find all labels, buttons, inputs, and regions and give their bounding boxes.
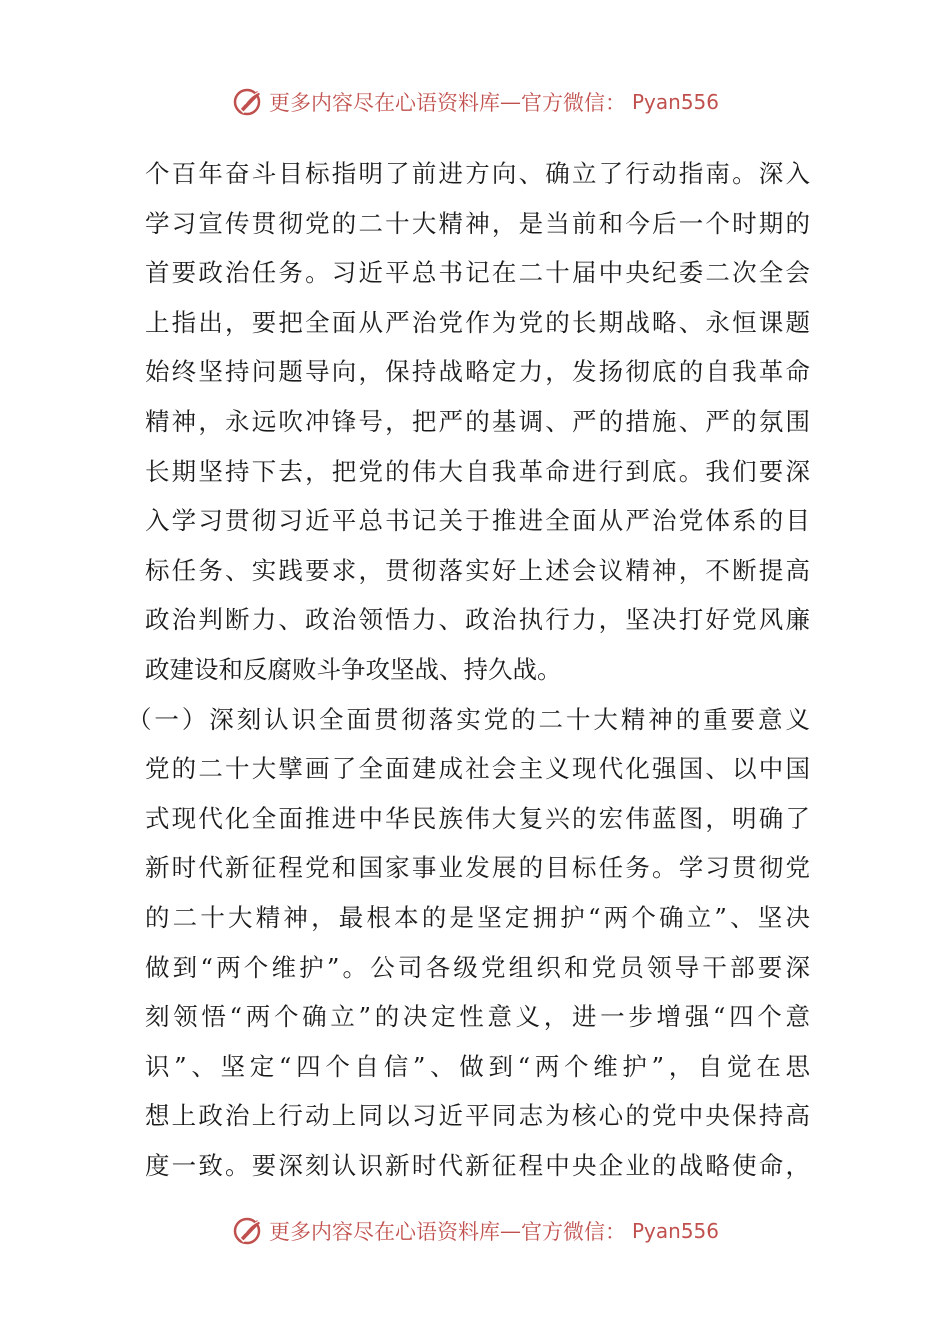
body-line: 上指出，要把全面从严治党作为党的长期战略、永恒课题 [145,307,810,337]
wechat-label: 官方微信： [520,1220,626,1244]
body-line: 新时代新征程党和国家事业发展的目标任务。学习贯彻党 [145,853,810,883]
quill-logo-icon [231,85,265,119]
body-line: 的二十大精神，最根本的是坚定拥护“两个确立”、坚决 [145,902,810,932]
body-line: 党的二十大擘画了全面建成社会主义现代化强国、以中国 [145,754,810,784]
body-line: 入学习贯彻习近平总书记关于推进全面从严治党体系的目 [145,506,810,536]
body-line: 标任务、实践要求，贯彻落实好上述会议精神，不断提高 [145,555,810,585]
body-line: 首要政治任务。习近平总书记在二十届中央纪委二次全会 [145,258,810,288]
brand-dash: — [499,1219,521,1243]
section-heading: （一）深刻认识全面贯彻落实党的二十大精神的重要意义 [127,704,810,734]
body-line: 想上政治上行动上同以习近平同志为核心的党中央保持高 [145,1101,810,1131]
body-line: 始终坚持问题导向，保持战略定力，发扬彻底的自我革命 [145,357,810,387]
document-body [127,149,810,1190]
body-line: 精神，永远吹冲锋号，把严的基调、严的措施、严的氛围 [145,406,810,436]
quill-logo-icon [231,1214,265,1248]
brand-dash: — [499,90,521,114]
body-line: 政治判断力、政治领悟力、政治执行力，坚决打好党风廉 [145,605,810,635]
body-line: 做到“两个维护”。公司各级党组织和党员领导干部要深 [145,952,810,982]
wechat-id: Pyan556 [631,1219,719,1243]
body-line: 式现代化全面推进中华民族伟大复兴的宏伟蓝图，明确了 [145,803,810,833]
body-line: 学习宣传贯彻党的二十大精神，是当前和今后一个时期的 [145,208,810,238]
footer-banner [0,1211,950,1251]
body-line: 政建设和反腐败斗争攻坚战、持久战。 [145,654,562,684]
body-line: 度一致。要深刻认识新时代新征程中央企业的战略使命， [145,1150,810,1180]
body-line: 长期坚持下去，把党的伟大自我革命进行到底。我们要深 [145,456,810,486]
brand-text: 更多内容尽在心语资料库 [268,1220,500,1244]
wechat-id: Pyan556 [631,90,719,114]
body-line: 刻领悟“两个确立”的决定性意义，进一步增强“四个意 [145,1002,810,1032]
brand-text: 更多内容尽在心语资料库 [268,91,500,115]
wechat-label: 官方微信： [520,91,626,115]
body-line: 个百年奋斗目标指明了前进方向、确立了行动指南。深入 [145,159,810,188]
body-line: 识”、坚定“四个自信”、做到“两个维护”，自觉在思 [145,1051,810,1081]
header-banner [0,82,950,122]
